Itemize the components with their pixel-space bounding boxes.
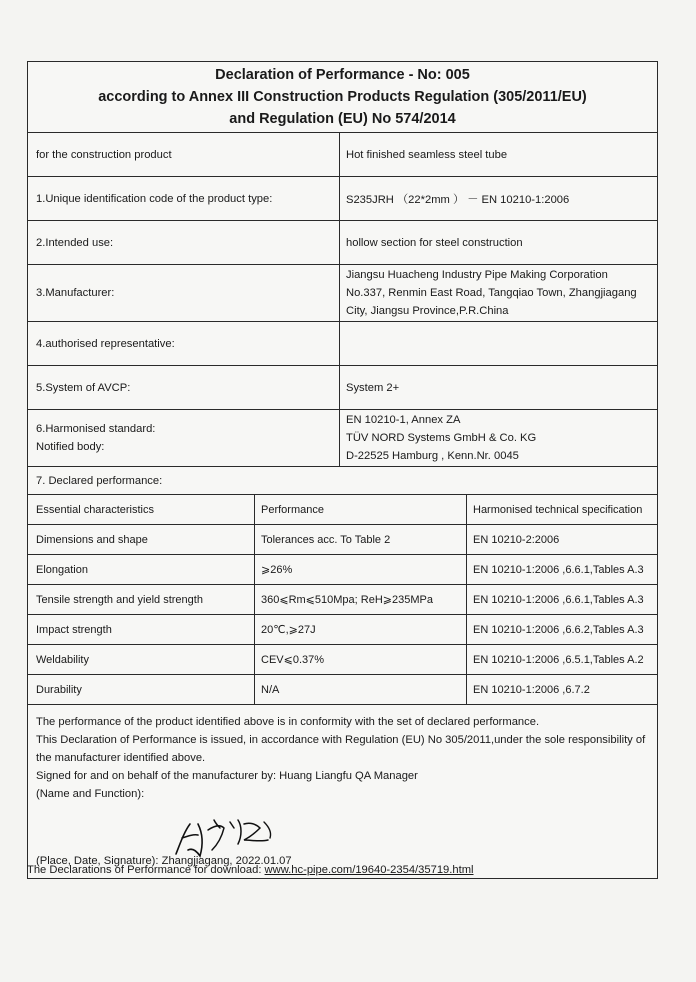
performance-cell: 20℃,⩾27J bbox=[255, 615, 467, 644]
specification-cell: EN 10210-1:2006 ,6.6.1,Tables A.3 bbox=[473, 593, 644, 606]
table-row bbox=[28, 675, 657, 704]
row-identification-code bbox=[28, 177, 657, 221]
performance-cell: N/A bbox=[255, 675, 467, 704]
manufacturer-address bbox=[340, 265, 657, 321]
row-label bbox=[28, 410, 340, 466]
manufacturer-line-3: City, Jiangsu Province,P.R.China bbox=[346, 305, 509, 317]
performance-cell: 360⩽Rm⩽510Mpa; ReH⩾235MPa bbox=[255, 585, 467, 614]
download-label: The Declarations of Performance for download: bbox=[27, 864, 265, 876]
header-performance: Performance bbox=[255, 495, 467, 524]
row-value: S235JRH （22*2mm ） － EN 10210-1:2006 bbox=[346, 193, 570, 206]
signed-by: Signed for and on behalf of the manufacturer by: Huang Liangfu QA Manager bbox=[36, 770, 418, 782]
title-line-2: according to Annex III Construction Products Regulation (305/2011/EU) bbox=[98, 89, 587, 105]
row-authorised-representative bbox=[28, 322, 657, 366]
declaration-footer bbox=[28, 705, 657, 878]
title-line-3: and Regulation (EU) No 574/2014 bbox=[229, 111, 456, 127]
performance-table bbox=[28, 495, 657, 705]
title-line-1: Declaration of Performance - No: 005 bbox=[215, 67, 470, 83]
row-value: Hot finished seamless steel tube bbox=[346, 148, 508, 161]
document-title bbox=[28, 62, 657, 133]
table-row bbox=[28, 615, 657, 645]
row-avcp-system bbox=[28, 366, 657, 410]
row-label: for the construction product bbox=[28, 133, 340, 176]
row-label: 4.authorised representative: bbox=[28, 322, 340, 365]
download-link[interactable]: www.hc-pipe.com/19640-2354/35719.html bbox=[264, 864, 474, 876]
table-row bbox=[28, 585, 657, 615]
performance-cell: Tolerances acc. To Table 2 bbox=[255, 525, 467, 554]
declaration-document bbox=[27, 61, 658, 879]
declared-performance-heading: 7. Declared performance: bbox=[28, 467, 657, 495]
characteristic-cell: Elongation bbox=[28, 555, 255, 584]
place-date-signature: (Place, Date, Signature): Zhangjiagang, 2022.01.07 bbox=[36, 855, 292, 867]
specification-cell: EN 10210-1:2006 ,6.7.2 bbox=[473, 683, 590, 696]
performance-cell: ⩾26% bbox=[255, 555, 467, 584]
table-row bbox=[28, 525, 657, 555]
manufacturer-line-1: Jiangsu Huacheng Industry Pipe Making Corporation bbox=[346, 269, 608, 281]
table-row bbox=[28, 645, 657, 675]
characteristic-cell: Dimensions and shape bbox=[28, 525, 255, 554]
standard-value: EN 10210-1, Annex ZA bbox=[346, 414, 461, 426]
header-essential-characteristics: Essential characteristics bbox=[28, 495, 255, 524]
specification-cell: EN 10210-2:2006 bbox=[473, 533, 560, 546]
characteristic-cell: Durability bbox=[28, 675, 255, 704]
row-value bbox=[340, 322, 657, 365]
performance-table-header bbox=[28, 495, 657, 525]
download-line bbox=[27, 864, 474, 876]
row-manufacturer bbox=[28, 265, 657, 322]
row-harmonised-standard bbox=[28, 410, 657, 467]
harmonised-standard-label: 6.Harmonised standard: bbox=[36, 423, 156, 435]
characteristic-cell: Weldability bbox=[28, 645, 255, 674]
manufacturer-line-2: No.337, Renmin East Road, Tangqiao Town, Zhangjiagang bbox=[346, 287, 637, 299]
issued-statement: This Declaration of Performance is issued, in accordance with Regulation (EU) No 305/2011,under the sole responsibility of the manufacturer identified above. bbox=[36, 734, 646, 764]
row-intended-use bbox=[28, 221, 657, 265]
notified-body-address: D-22525 Hamburg , Kenn.Nr. 0045 bbox=[346, 450, 519, 462]
name-function-label: (Name and Function): bbox=[36, 788, 145, 800]
performance-cell: CEV⩽0.37% bbox=[255, 645, 467, 674]
specification-cell: EN 10210-1:2006 ,6.6.2,Tables A.3 bbox=[473, 623, 644, 636]
row-label: 2.Intended use: bbox=[28, 221, 340, 264]
header-technical-specification: Harmonised technical specification bbox=[473, 503, 643, 516]
row-construction-product bbox=[28, 133, 657, 177]
characteristic-cell: Impact strength bbox=[28, 615, 255, 644]
table-row bbox=[28, 555, 657, 585]
row-label: 3.Manufacturer: bbox=[28, 265, 340, 321]
notified-body-label: Notified body: bbox=[36, 441, 105, 453]
specification-cell: EN 10210-1:2006 ,6.6.1,Tables A.3 bbox=[473, 563, 644, 576]
characteristic-cell: Tensile strength and yield strength bbox=[28, 585, 255, 614]
row-value: hollow section for steel construction bbox=[346, 236, 523, 249]
row-label: 5.System of AVCP: bbox=[28, 366, 340, 409]
conformity-statement: The performance of the product identified above is in conformity with the set of declared performance. bbox=[36, 716, 540, 728]
specification-cell: EN 10210-1:2006 ,6.5.1,Tables A.2 bbox=[473, 653, 644, 666]
row-value: System 2+ bbox=[346, 381, 400, 394]
notified-body-name: TÜV NORD Systems GmbH & Co. KG bbox=[346, 432, 537, 444]
row-label: 1.Unique identification code of the product type: bbox=[28, 177, 340, 220]
row-value bbox=[340, 410, 657, 466]
